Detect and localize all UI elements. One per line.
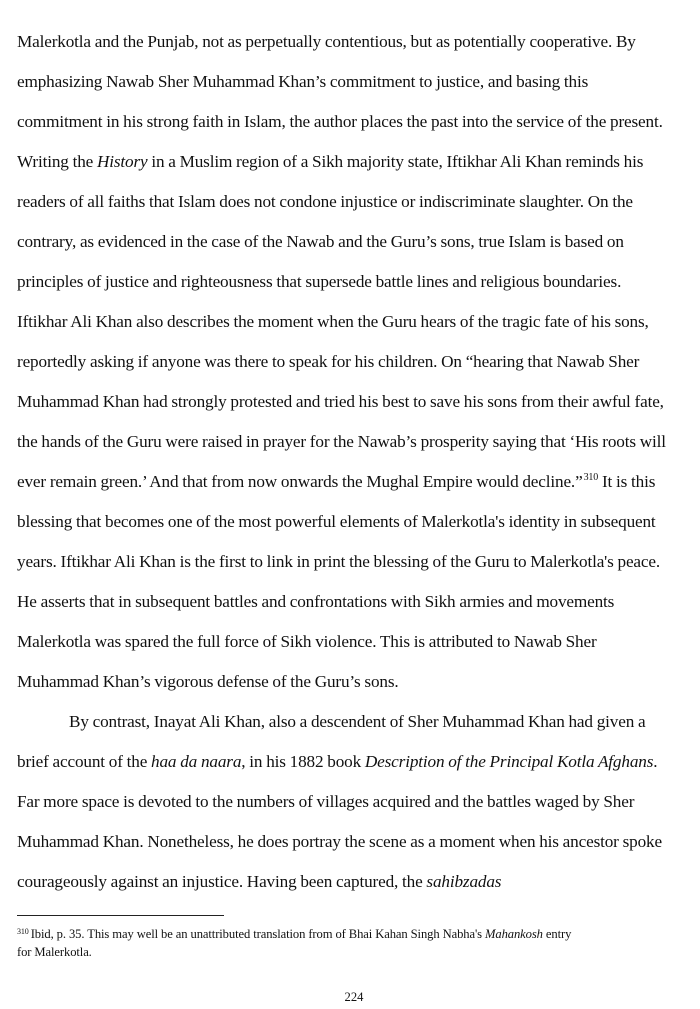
text-line [17,102,693,142]
text-run: brief account of the [17,752,152,771]
body-text [17,22,693,902]
text-line [17,622,693,662]
text-run: reportedly asking if anyone was there to speak for his children. On “hearing that Nawab Sher [17,352,640,371]
text-run: Muhammad Khan. Nonetheless, he does portray the scene as a moment when his ancestor spoke [17,832,662,851]
text-run: Far more space is devoted to the numbers of villages acquired and the battles waged by Sher [17,792,635,811]
text-line [17,182,693,222]
text-line [17,382,693,422]
text-run: emphasizing Nawab Sher Muhammad Khan’s commitment to justice, and basing this [17,72,589,91]
text-run: Muhammad Khan had strongly protested and tried his best to save his sons from their awful fate, [17,392,664,411]
text-line [17,62,693,102]
footnote [17,926,689,961]
text-line [17,22,693,62]
text-line [17,662,693,702]
text-run: Writing the [17,152,97,171]
text-run: , in his 1882 book [241,752,365,771]
text-run: courageously against an injustice. Having been captured, the [17,872,427,891]
text-line [17,342,693,382]
text-line [17,702,693,742]
text-run: blessing that becomes one of the most powerful elements of Malerkotla's identity in subsequent [17,512,656,531]
text-line [17,142,693,182]
italic-text: Mahankosh [484,927,543,941]
text-run: commitment in his strong faith in Islam, the author places the past into the service of the present. [17,112,663,131]
text-line [17,742,693,782]
text-line [17,782,693,822]
page-number: 224 [344,990,364,1004]
text-line [17,502,693,542]
paragraph [17,22,693,702]
italic-text: History [96,152,148,171]
footnote-number: 310 [17,927,29,936]
text-run: entry [542,927,572,941]
text-line [17,302,693,342]
paragraph [17,702,693,902]
text-line [17,222,693,262]
footnote-line [17,944,689,961]
text-run: readers of all faiths that Islam does not condone injustice or indiscriminate slaughter. On the [17,192,633,211]
footnote-reference[interactable]: 310 [583,472,599,483]
text-run: for Malerkotla. [17,945,92,959]
italic-text: Description of the Principal Kotla Afghans [364,752,654,771]
text-run: contrary, as evidenced in the case of the Nawab and the Guru’s sons, true Islam is based on [17,232,624,251]
text-line [17,422,693,462]
text-run: Ibid, p. 35. This may well be an unattributed translation from of Bhai Kahan Singh Nabha's [30,927,485,941]
text-run: ever remain green.’ And that from now onwards the Mughal Empire would decline.” [17,472,583,491]
italic-text: sahibzadas [426,872,502,891]
text-run: It is this [598,472,656,491]
footnotes [17,926,689,961]
text-line [17,542,693,582]
text-run: He asserts that in subsequent battles and confrontations with Sikh armies and movements [17,592,615,611]
text-run: principles of justice and righteousness that supersede battle lines and religious boundaries. [17,272,622,291]
footnote-separator [17,915,224,916]
text-line [17,582,693,622]
text-run: By contrast, Inayat Ali Khan, also a descendent of Sher Muhammad Khan had given a [69,712,646,731]
text-run: . [653,752,658,771]
text-line [17,262,693,302]
text-line [17,462,693,502]
text-run: Muhammad Khan’s vigorous defense of the Guru’s sons. [17,672,399,691]
italic-text: haa da naara [151,752,242,771]
text-run: Iftikhar Ali Khan also describes the moment when the Guru hears of the tragic fate of his sons, [17,312,649,331]
footnote-line [17,926,689,944]
text-line [17,862,693,902]
text-run: in a Muslim region of a Sikh majority state, Iftikhar Ali Khan reminds his [147,152,644,171]
text-run: Malerkotla and the Punjab, not as perpetually contentious, but as potentially cooperative. By [17,32,636,51]
text-run: the hands of the Guru were raised in prayer for the Nawab’s prosperity saying that ‘His roots will [17,432,666,451]
text-run: years. Iftikhar Ali Khan is the first to link in print the blessing of the Guru to Malerkotla's peace. [17,552,661,571]
text-line [17,822,693,862]
text-run: Malerkotla was spared the full force of Sikh violence. This is attributed to Nawab Sher [17,632,597,651]
